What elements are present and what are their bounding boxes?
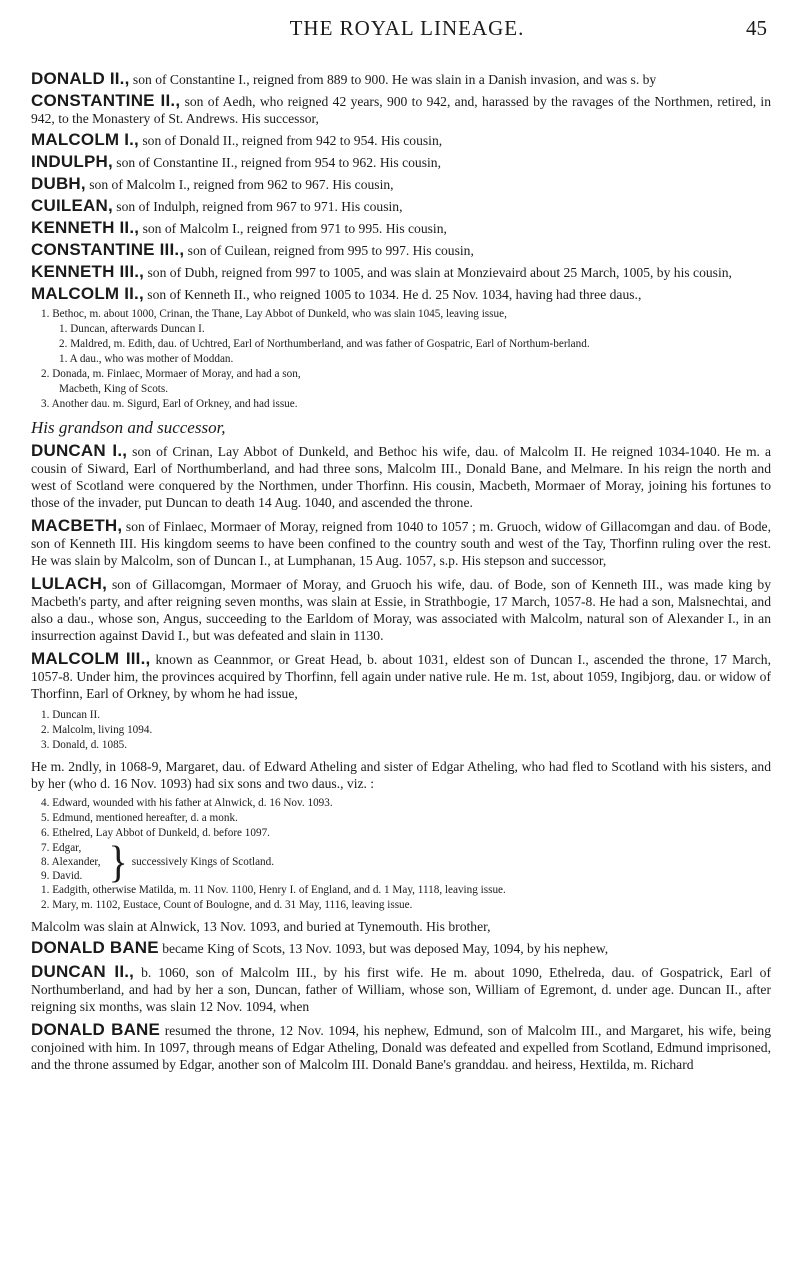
entry-heading: CONSTANTINE II.,	[31, 91, 181, 110]
entry-duncan-i	[31, 442, 771, 511]
entry-text: son of Donald II., reigned from 942 to 954. His cousin,	[138, 133, 443, 148]
entry-indulph	[31, 153, 771, 171]
entry-text: son of Cuilean, reigned from 995 to 997. His cousin,	[184, 243, 474, 258]
entry-kenneth-ii	[31, 219, 771, 237]
entry-donald-bane	[31, 939, 771, 957]
entry-text: son of Gillacomgan, Mormaer of Moray, and Gruoch his wife, dau. of Bode, son of Kenneth III., was made king by Macbeth's party, and after reigning seven months, was slain at Essie, in Strathbogie, 17 March, 1057-8. He had a son, Malsnechtai, and also a dau., whose son, Angus, succeeding to the Earldom of Moray, was associated with Malcolm, natural son of Alexander I., in an insurrection against David I., but was defeated and slain in 1130.	[31, 577, 771, 643]
entry-heading: LULACH,	[31, 574, 107, 593]
entry-text: son of Dubh, reigned from 997 to 1005, and was slain at Monzievaird about 25 March, 1005, by his cousin,	[144, 265, 732, 280]
list-item: Macbeth, King of Scots.	[59, 383, 169, 395]
entry-heading: CONSTANTINE III.,	[31, 240, 185, 259]
malcolm-iii-second-marriage: He m. 2ndly, in 1068-9, Margaret, dau. of Edward Atheling and sister of Edgar Atheling, who had fled to Scotland with his sisters, and by her (who d. 16 Nov. 1093) had six sons and two daus., viz. :	[31, 759, 771, 791]
list-item: 6. Ethelred, Lay Abbot of Dunkeld, d. before 1097.	[41, 827, 270, 839]
list-item: 9. David.	[41, 870, 83, 882]
entry-text: son of Malcolm I., reigned from 971 to 995. His cousin,	[139, 221, 447, 236]
entry-heading: DUNCAN I.,	[31, 441, 128, 460]
list-item: 1. Duncan II.	[41, 709, 101, 721]
list-item: 7. Edgar,	[41, 842, 82, 854]
entry-heading: CUILEAN,	[31, 196, 113, 215]
entry-text: son of Finlaec, Mormaer of Moray, reigned from 1040 to 1057 ; m. Gruoch, widow of Gillacomgan and dau. of Bode, son of Kenneth III. His kingdom seems to have been confined to the country south and west of the Tay, Thorfinn ruling over the rest. He was slain by Malcolm, son of Duncan I., at Lumphanan, 15 Aug. 1057, s.p. His stepson and successor,	[31, 519, 771, 568]
entry-malcolm-i	[31, 131, 771, 149]
main-text	[31, 70, 771, 1079]
entry-heading: DONALD BANE	[31, 1020, 161, 1039]
entry-heading: INDULPH,	[31, 152, 113, 171]
entry-constantine-ii	[31, 92, 771, 127]
brace-note: successively Kings of Scotland.	[131, 856, 275, 868]
list-item: 4. Edward, wounded with his father at Alnwick, d. 16 Nov. 1093.	[41, 797, 333, 809]
entry-heading: DUBH,	[31, 174, 86, 193]
entry-lulach	[31, 575, 771, 644]
entry-heading: DUNCAN II.,	[31, 962, 135, 981]
entry-cuilean	[31, 197, 771, 215]
entry-heading: MALCOLM III.,	[31, 649, 151, 668]
list-item: 2. Mary, m. 1102, Eustace, Count of Boulogne, and d. 31 May, 1116, leaving issue.	[41, 899, 413, 911]
entry-text: b. 1060, son of Malcolm III., by his first wife. He m. about 1090, Ethelreda, dau. of Gospatrick, Earl of Northumberland, and had by her a son, Duncan, father of William, whose son, William of Egremont, d. under age. Duncan II., after reigning six months, was slain 12 Nov. 1094, when	[31, 965, 772, 1014]
entry-text: known as Ceannmor, or Great Head, b. about 1031, eldest son of Duncan I., ascended the throne, 17 March, 1057-8. Under him, the provinces acquired by Thorfinn, fell again under native rule. He m. 1st, about 1059, Ingibjorg, dau. or widow of Thorfinn, Earl of Orkney, by whom he had issue,	[31, 652, 772, 701]
entry-malcolm-ii	[31, 285, 771, 303]
entry-heading: DONALD II.,	[31, 69, 130, 88]
entry-heading: KENNETH II.,	[31, 218, 140, 237]
kings-brace-group	[41, 836, 771, 887]
entry-text: son of Constantine II., reigned from 954 to 962. His cousin,	[112, 155, 441, 170]
list-item: 5. Edmund, mentioned hereafter, d. a monk.	[41, 812, 238, 824]
malcolm-ii-issue-list	[31, 307, 771, 411]
malcolm-iii-first-issue	[31, 708, 771, 752]
page-number: 45	[746, 16, 767, 40]
entry-dubh	[31, 175, 771, 193]
entry-text: son of Malcolm I., reigned from 962 to 967. His cousin,	[85, 177, 394, 192]
grandson-line: His grandson and successor,	[31, 418, 226, 437]
list-item: 1. Eadgith, otherwise Matilda, m. 11 Nov. 1100, Henry I. of England, and d. 1 May, 1118, leaving issue.	[41, 884, 506, 896]
list-item: 1. Bethoc, m. about 1000, Crinan, the Thane, Lay Abbot of Dunkeld, who was slain 1045, leaving issue,	[41, 308, 507, 320]
list-item: 2. Malcolm, living 1094.	[41, 724, 153, 736]
brace-icon: }	[108, 836, 128, 887]
entry-kenneth-iii	[31, 263, 771, 281]
list-item: 2. Maldred, m. Edith, dau. of Uchtred, Earl of Northumberland, and was father of Gospatric, Earl of Northum-berland.	[59, 338, 590, 350]
list-item: 8. Alexander,	[41, 856, 101, 868]
entry-heading: MACBETH,	[31, 516, 123, 535]
entry-text: son of Aedh, who reigned 42 years, 900 to 942, and, harassed by the ravages of the Northmen, retired, in 942, to the Monastery of St. Andrews. His successor,	[31, 94, 771, 126]
page-header	[47, 14, 767, 54]
entry-heading: KENNETH III.,	[31, 262, 145, 281]
list-item: 2. Donada, m. Finlaec, Mormaer of Moray, and had a son,	[41, 368, 301, 380]
entry-text: son of Crinan, Lay Abbot of Dunkeld, and Bethoc his wife, dau. of Malcolm II. He reigned 1034-1040. He m. a cousin of Siward, Earl of Northumberland, and had three sons, Malcolm III., Donald Bane, and Melmare. In his reign the north and west of Scotland were conquered by the Northmen, under Thorfinn. His cousin, Macbeth, Mormaer of Moray, joining his fortunes to those of the invader, put Duncan to death 14 Aug. 1040, and ascended the throne.	[31, 444, 771, 510]
malcolm-iii-second-issue	[31, 796, 771, 912]
entry-text: resumed the throne, 12 Nov. 1094, his nephew, Edmund, son of Malcolm III., and Margaret, his wife, being conjoined with him. In 1097, through means of Edgar Atheling, Donald was defeated and expelled from Scotland, Edmund imprisoned, and the throne assumed by Edgar, another son of Malcolm III. Donald Bane's granddau. and heiress, Hextilda, m. Richard	[31, 1023, 771, 1072]
entry-duncan-ii	[31, 963, 771, 1015]
brace-names	[41, 841, 101, 883]
list-item: 3. Another dau. m. Sigurd, Earl of Orkney, and had issue.	[41, 398, 298, 410]
list-item: 3. Donald, d. 1085.	[41, 739, 128, 751]
entry-heading: DONALD BANE	[31, 938, 159, 957]
entry-text: son of Indulph, reigned from 967 to 971. His cousin,	[112, 199, 403, 214]
entry-macbeth	[31, 517, 771, 569]
malcolm-slain-line: Malcolm was slain at Alnwick, 13 Nov. 1093, and buried at Tynemouth. His brother,	[31, 919, 491, 934]
entry-donald-bane-restored	[31, 1021, 771, 1073]
list-item: 1. A dau., who was mother of Moddan.	[59, 353, 234, 365]
entry-malcolm-iii	[31, 650, 771, 702]
running-title: THE ROYAL LINEAGE.	[289, 16, 525, 40]
list-item: 1. Duncan, afterwards Duncan I.	[59, 323, 205, 335]
entry-text: became King of Scots, 13 Nov. 1093, but was deposed May, 1094, by his nephew,	[158, 941, 609, 956]
entry-text: son of Kenneth II., who reigned 1005 to 1034. He d. 25 Nov. 1034, having had three daus.,	[143, 287, 642, 302]
entry-heading: MALCOLM II.,	[31, 284, 144, 303]
entry-heading: MALCOLM I.,	[31, 130, 139, 149]
entry-donald-ii	[31, 70, 771, 88]
entry-constantine-iii	[31, 241, 771, 259]
entry-text: son of Constantine I., reigned from 889 to 900. He was slain in a Danish invasion, and was s. by	[129, 72, 657, 87]
